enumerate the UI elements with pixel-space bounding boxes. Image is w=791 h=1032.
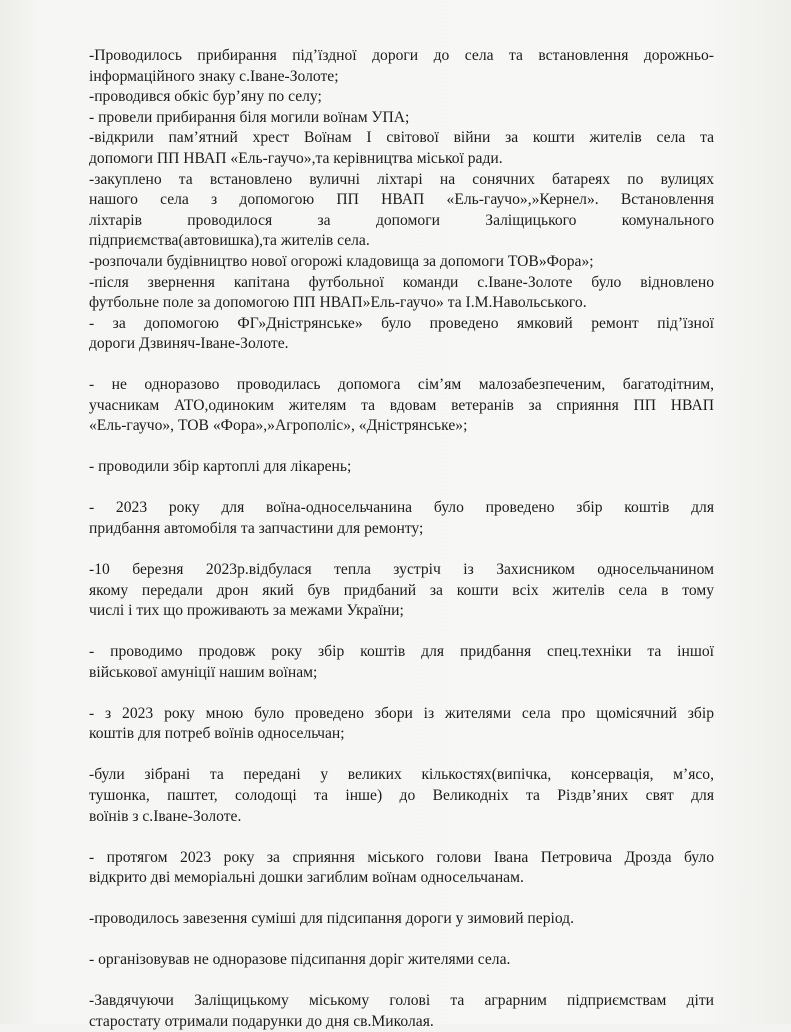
paragraph-spacer	[89, 355, 714, 375]
text-line: відкрито дві меморіальні дошки загиблим воїнам односельчанам.	[89, 869, 524, 887]
text-line: допомоги ПП НВАП «Ель-гаучо»,та керівництва міської ради.	[89, 149, 503, 167]
document-paragraph	[89, 560, 714, 622]
text-line: - за допомогою ФГ»Дністрянське» було проведено ямковий ремонт під’їзної	[89, 314, 714, 332]
text-line: нашого села з допомогою ПП НВАП «Ель-гаучо»,»Кернел». Встановлення	[89, 191, 714, 209]
text-line: якому передали дрон який був придбаний за кошти всіх жителів села в тому	[89, 581, 714, 599]
text-line: -відкрили пам’ятний хрест Воїнам І світової війни за кошти жителів села та	[89, 129, 714, 147]
text-line: - проводимо продовж року збір коштів для придбання спец.техніки та іншої	[89, 643, 714, 661]
text-line: дороги Дзвиняч-Іване-Золоте.	[89, 335, 289, 353]
document-body	[89, 46, 714, 1032]
document-paragraph	[89, 252, 714, 273]
paragraph-spacer	[89, 971, 714, 991]
text-line: коштів для потреб воїнів односельчан;	[89, 725, 345, 743]
document-paragraph	[89, 909, 714, 930]
text-line: числі і тих що проживають за межами України;	[89, 602, 404, 620]
document-paragraph	[89, 991, 714, 1032]
text-line: - організовував не одноразове підсипання доріг жителями села.	[89, 951, 511, 969]
text-line: ліхтарів проводилося за допомоги Заліщицького комунального	[89, 211, 714, 229]
document-paragraph	[89, 498, 714, 539]
paragraph-spacer	[89, 889, 714, 909]
text-line: - не одноразово проводилась допомога сім’ям малозабезпеченим, багатодітним,	[89, 376, 714, 394]
text-line: придбання автомобіля та запчастини для ремонту;	[89, 520, 424, 538]
text-line: - провели прибирання біля могили воїнам УПА;	[89, 108, 410, 126]
text-line: «Ель-гаучо», ТОВ «Фора»,»Агрополіс», «Дністрянське»;	[89, 417, 468, 435]
text-line: -10 березня 2023р.відбулася тепла зустріч із Захисником односельчанином	[89, 561, 714, 579]
paragraph-spacer	[89, 437, 714, 457]
text-line: -закуплено та встановлено вуличні ліхтарі на сонячних батареях по вулицях	[89, 170, 714, 188]
paragraph-spacer	[89, 622, 714, 642]
text-line: - з 2023 року мною було проведено збори із жителями села про щомісячний збір	[89, 704, 714, 722]
text-line: -проводився обкіс бур’яну по селу;	[89, 88, 322, 106]
document-paragraph	[89, 457, 714, 478]
paragraph-spacer	[89, 478, 714, 498]
text-line: підприємства(автовишка),та жителів села.	[89, 232, 370, 250]
paragraph-spacer	[89, 827, 714, 847]
paragraph-spacer	[89, 745, 714, 765]
document-paragraph	[89, 765, 714, 827]
text-line: учасникам АТО,одиноким жителям та вдовам ветеранів за сприяння ПП НВАП	[89, 396, 714, 414]
document-paragraph	[89, 170, 714, 252]
text-line: -після звернення капітана футбольної команди с.Іване-Золоте було відновлено	[89, 273, 714, 291]
text-line: -розпочали будівництво нової огорожі кладовища за допомоги ТОВ»Фора»;	[89, 252, 594, 270]
text-line: -проводилось завезення суміші для підсипання дороги у зимовий період.	[89, 910, 575, 928]
document-paragraph	[89, 950, 714, 971]
text-line: -Проводилось прибирання під’їздної дороги до села та встановлення дорожньо-	[89, 47, 714, 64]
paragraph-spacer	[89, 683, 714, 703]
document-paragraph	[89, 848, 714, 889]
text-line: старостату отримали подарунки до дня св.Миколая.	[89, 1012, 434, 1030]
document-paragraph	[89, 128, 714, 169]
text-line: -були зібрані та передані у великих кількостях(випічка, консервація, м’ясо,	[89, 766, 714, 784]
text-line: -Завдячуючи Заліщицькому міському голові та аграрним підприємствам діти	[89, 992, 714, 1010]
text-line: військової амуніції нашим воїнам;	[89, 663, 318, 681]
document-paragraph	[89, 273, 714, 314]
document-paragraph	[89, 46, 714, 87]
text-line: інформаційного знаку с.Іване-Золоте;	[89, 67, 339, 85]
document-paragraph	[89, 375, 714, 437]
document-paragraph	[89, 704, 714, 745]
document-paragraph	[89, 87, 714, 108]
text-line: воїнів з с.Іване-Золоте.	[89, 807, 242, 825]
text-line: тушонка, паштет, солодощі та інше) до Великодніх та Різдв’яних свят для	[89, 786, 714, 804]
text-line: - протягом 2023 року за сприяння міського голови Івана Петровича Дрозда було	[89, 848, 714, 866]
paragraph-spacer	[89, 930, 714, 950]
document-paragraph	[89, 642, 714, 683]
document-paragraph	[89, 314, 714, 355]
document-paragraph	[89, 108, 714, 129]
text-line: - 2023 року для воїна-односельчанина було проведено збір коштів для	[89, 499, 714, 517]
text-line: - проводили збір картоплі для лікарень;	[89, 458, 352, 476]
paragraph-spacer	[89, 540, 714, 560]
text-line: футбольне поле за допомогою ПП НВАП»Ель-гаучо» та І.М.Навольського.	[89, 294, 587, 312]
